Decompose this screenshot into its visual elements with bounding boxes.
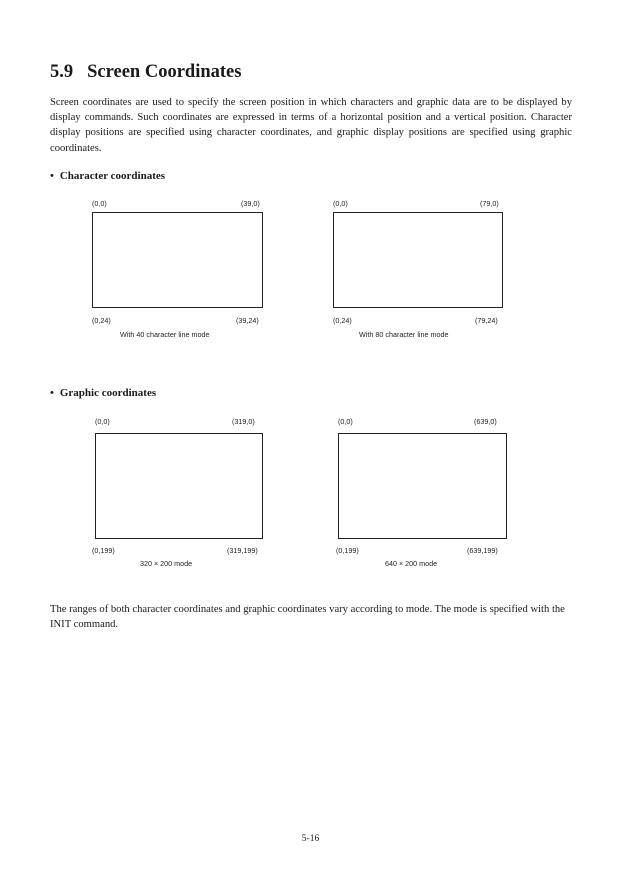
section-title: [50, 62, 241, 83]
page-number: 5-16: [301, 834, 320, 844]
coord-top-right: (39,0): [241, 199, 260, 208]
graphic-diagram-640-caption: 640 × 200 mode: [385, 559, 438, 568]
character-coordinates-heading-text: Character coordinates: [59, 170, 166, 182]
coord-bottom-right: (79,24): [475, 316, 498, 325]
coord-top-left: (0,0): [333, 199, 348, 208]
character-diagram-40-caption: With 40 character line mode: [120, 330, 210, 339]
coord-top-left: (0,0): [92, 199, 107, 208]
bullet-icon: •: [50, 387, 54, 399]
character-screen-80: [333, 212, 503, 308]
coord-bottom-left: (0,199): [92, 546, 115, 555]
coord-top-right: (639,0): [474, 417, 497, 426]
character-coordinates-heading: [50, 170, 165, 182]
coord-bottom-left: (0,199): [336, 546, 359, 555]
graphic-screen-640: [338, 433, 507, 539]
coord-top-left: (0,0): [95, 417, 110, 426]
coord-top-left: (0,0): [338, 417, 353, 426]
character-diagram-80-caption: With 80 character line mode: [359, 330, 449, 339]
coord-bottom-left: (0,24): [92, 316, 111, 325]
graphic-diagram-320-caption: 320 × 200 mode: [140, 559, 193, 568]
coord-bottom-right: (319,199): [227, 546, 258, 555]
graphic-coordinates-heading: [50, 387, 156, 399]
section-number: 5.9: [50, 62, 74, 82]
character-screen-40: [92, 212, 263, 308]
coord-top-right: (79,0): [480, 199, 499, 208]
intro-paragraph: Screen coordinates are used to specify the screen position in which characters and graphic data are to be displayed by display commands. Such coordinates are expressed in terms of a horizontal position and a vertical position. Character display positions are specified using character coordinates, and graphic display positions are specified using graphic coordinates.: [50, 97, 572, 154]
section-title-text: Screen Coordinates: [87, 62, 242, 82]
coord-bottom-left: (0,24): [333, 316, 352, 325]
coord-top-right: (319,0): [232, 417, 255, 426]
bullet-icon: •: [50, 170, 54, 182]
closing-paragraph: The ranges of both character coordinates and graphic coordinates vary according to mode. The mode is specified with the INIT command.: [50, 604, 565, 631]
coord-bottom-right: (639,199): [467, 546, 498, 555]
graphic-coordinates-heading-text: Graphic coordinates: [59, 387, 157, 399]
graphic-screen-320: [95, 433, 263, 539]
coord-bottom-right: (39,24): [236, 316, 259, 325]
